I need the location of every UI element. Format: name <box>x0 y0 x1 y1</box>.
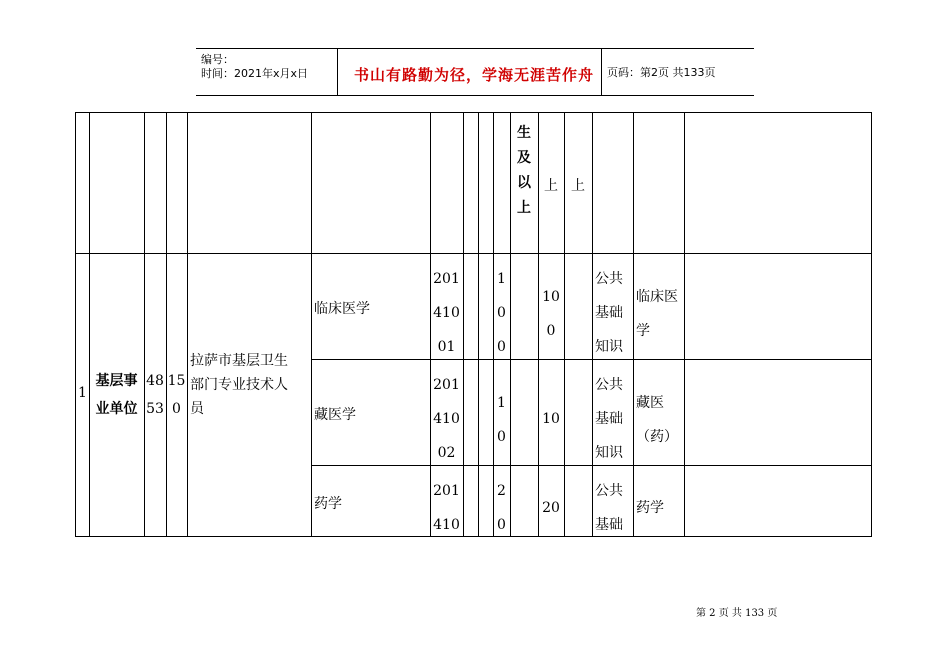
table-column-divider <box>478 112 479 537</box>
header-cell: 上 <box>544 178 558 194</box>
table-bottom-border <box>75 536 872 537</box>
table-column-divider <box>187 112 188 537</box>
table-column-divider <box>633 112 634 537</box>
dept-code-cell: 15 0 <box>167 373 186 417</box>
ratio-cell: 20 <box>542 500 560 516</box>
table-row-divider <box>75 253 872 254</box>
headcount-cell: 2 0 <box>497 483 506 533</box>
ratio-cell: 10 0 <box>542 289 560 339</box>
header-bottom-rule <box>196 95 754 96</box>
education-header-cell: 生 及 以 上 <box>517 125 531 216</box>
table-top-border <box>75 112 872 113</box>
table-right-border <box>871 112 872 537</box>
major-cell: 药学 <box>314 496 342 512</box>
header-divider <box>601 48 602 96</box>
page-info: 页码：第2页 共133页 <box>607 66 716 79</box>
table-column-divider <box>144 112 145 537</box>
motto: 书山有路勤为径，学海无涯苦作舟 <box>354 66 595 84</box>
unit-type-cell: 基层事 业单位 <box>95 373 138 417</box>
major-cell: 临床医学 <box>314 301 370 317</box>
table-column-divider <box>311 112 312 537</box>
page-footer: 第 2 页 共 133 页 <box>696 608 778 619</box>
ratio-cell: 10 <box>542 411 560 427</box>
code-label: 编号： <box>201 53 234 66</box>
table-column-divider <box>89 112 90 537</box>
headcount-cell: 1 0 <box>497 395 506 445</box>
subject-cell: 临床医 学 <box>636 289 678 339</box>
header-divider <box>337 48 338 96</box>
dept-name-cell: 拉萨市基层卫生 部门专业技术人 员 <box>190 353 288 417</box>
exam-cell: 公共 基础 知识 <box>595 271 623 355</box>
table-column-divider <box>166 112 167 537</box>
row-index: 1 <box>78 385 87 401</box>
header-cell: 上 <box>571 178 585 194</box>
subject-cell: 药学 <box>636 500 664 516</box>
subject-cell: 藏医 （药） <box>636 395 678 445</box>
table-left-border <box>75 112 76 537</box>
exam-cell: 公共 基础 知识 <box>595 377 623 461</box>
headcount-cell: 1 0 0 <box>497 271 506 355</box>
table-column-divider <box>684 112 685 537</box>
position-code-cell: 201 410 01 <box>433 271 460 355</box>
time-label: 时间：2021年x月x日 <box>201 67 309 80</box>
position-code-cell: 201 410 02 <box>433 377 460 461</box>
table-column-divider <box>592 112 593 537</box>
header-top-rule <box>196 48 754 49</box>
exam-cell: 公共 基础 <box>595 483 623 533</box>
position-code-cell: 201 410 <box>433 483 460 533</box>
major-cell: 藏医学 <box>314 407 356 423</box>
table-column-divider <box>463 112 464 537</box>
unit-code-cell: 48 53 <box>146 373 164 417</box>
